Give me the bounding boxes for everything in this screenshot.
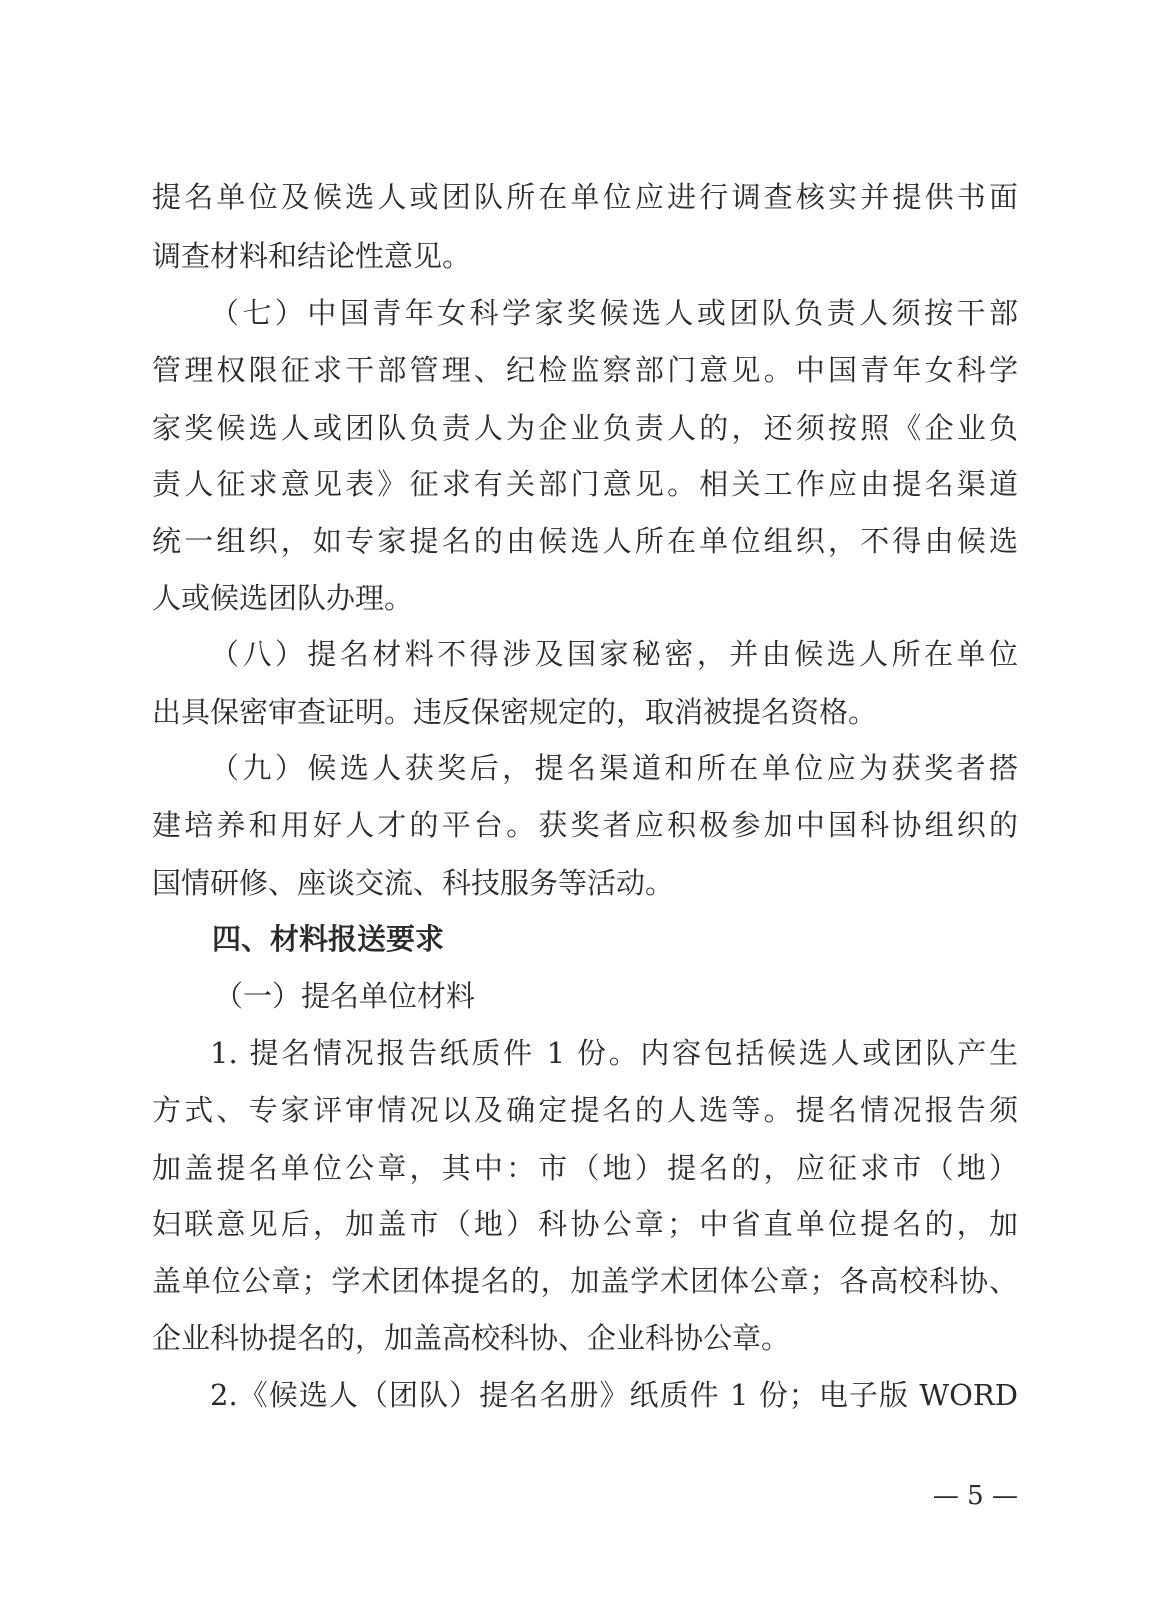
body-text-line: 责人征求意见表》征求有关部门意见。相关工作应由提名渠道 [152,467,1018,501]
page-number: — 5 — [932,1481,1018,1511]
body-text-line: （七）中国青年女科学家奖候选人或团队负责人须按干部 [210,296,1018,330]
body-text-line: （八）提名材料不得涉及国家秘密，并由候选人所在单位 [210,637,1018,671]
body-text-line: 2.《候选人（团队）提名名册》纸质件 1 份；电子版 WORD [210,1378,1018,1412]
section-heading: 四、材料报送要求 [212,922,445,956]
body-text-line: 加盖提名单位公章，其中：市（地）提名的，应征求市（地） [152,1151,1018,1185]
body-text-line: 建培养和用好人才的平台。获奖者应积极参加中国科协组织的 [152,808,1018,842]
body-text-line: 国情研修、座谈交流、科技服务等活动。 [152,866,675,900]
body-text-line: 家奖候选人或团队负责人为企业负责人的，还须按照《企业负 [152,411,1018,445]
body-text-line: 出具保密审查证明。违反保密规定的，取消被提名资格。 [152,695,878,729]
subsection-heading: （一）提名单位材料 [214,979,476,1013]
body-text-line: 调查材料和结论性意见。 [152,239,472,273]
body-text-line: 1. 提名情况报告纸质件 1 份。内容包括候选人或团队产生 [210,1036,1018,1070]
body-text-line: 方式、专家评审情况以及确定提名的人选等。提名情况报告须 [152,1093,1018,1127]
body-text-line: 统一组织，如专家提名的由候选人所在单位组织，不得由候选 [152,524,1018,558]
body-text-line: 人或候选团队办理。 [152,581,414,615]
body-text-line: 妇联意见后，加盖市（地）科协公章；中省直单位提名的，加 [152,1207,1018,1241]
body-text-line: （九）候选人获奖后，提名渠道和所在单位应为获奖者搭 [210,751,1018,785]
body-text-line: 盖单位公章；学术团体提名的，加盖学术团体公章；各高校科协、 [152,1264,1018,1298]
body-text-line: 管理权限征求干部管理、纪检监察部门意见。中国青年女科学 [152,353,1018,387]
body-text-line: 企业科协提名的，加盖高校科协、企业科协公章。 [152,1321,791,1355]
body-text-line: 提名单位及候选人或团队所在单位应进行调查核实并提供书面 [152,180,1018,214]
